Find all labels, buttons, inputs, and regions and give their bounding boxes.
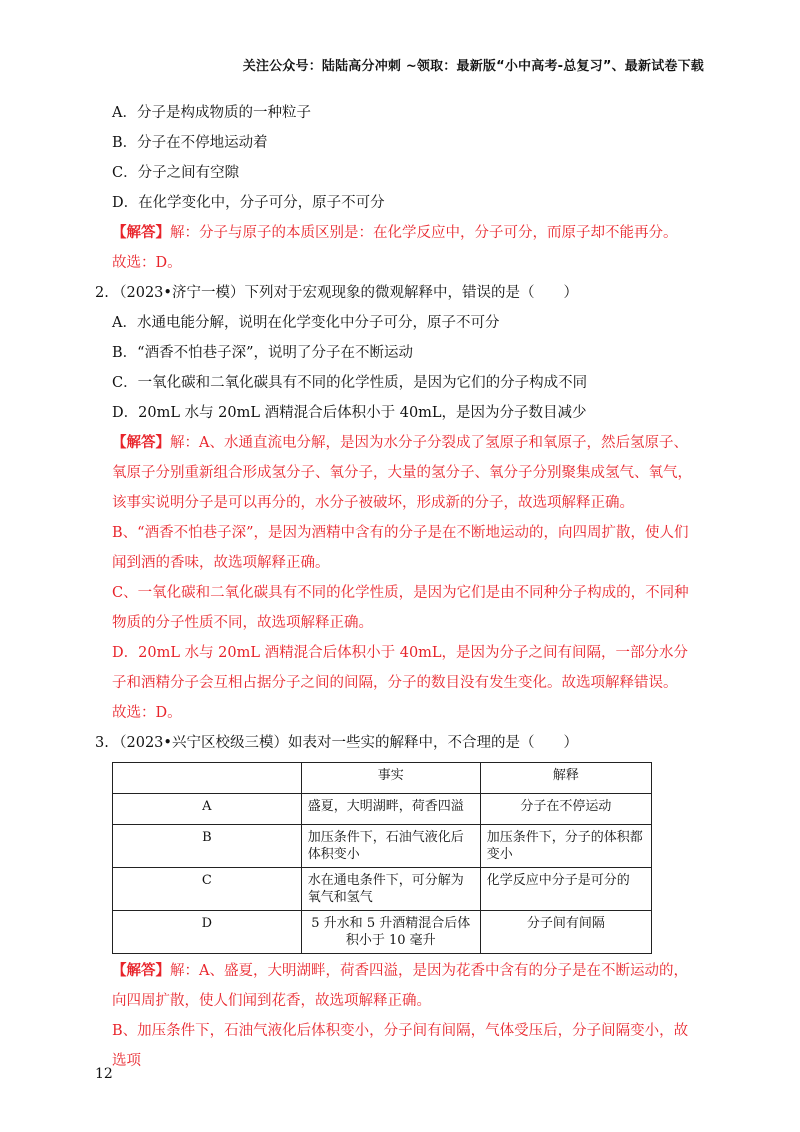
row-explanation: 分子在不停运动 — [480, 794, 651, 825]
q2-stem — [95, 278, 695, 308]
q2-option-d: D．20mL 水与 20mL 酒精混合后体积小于 40mL，是因为分子数目减少 — [112, 405, 587, 421]
q2-answer-c: C、一氧化碳和二氧化碳具有不同的化学性质，是因为它们是由不同种分子构成的，不同种物质的分子性质不同，故选项解释正确。 — [112, 585, 689, 631]
q2-number: 2. — [95, 285, 109, 301]
q3-number: 3. — [95, 735, 109, 751]
row-label: C — [113, 868, 302, 911]
page-header: 关注公众号：陆陆高分冲刺 ~领取：最新版“小中高考-总复习”、最新试卷下载 — [242, 59, 704, 74]
q2-stem-text: （2023•济宁一模）下列对于宏观现象的微观解释中，错误的是（ ） — [112, 285, 578, 301]
row-label: A — [113, 794, 302, 825]
row-fact: 盛夏，大明湖畔，荷香四溢 — [301, 794, 480, 825]
row-fact: 加压条件下，石油气液化后体积变小 — [301, 825, 480, 868]
table-header-explanation: 解释 — [480, 763, 651, 794]
q2-option-b: B．“酒香不怕巷子深”，说明了分子在不断运动 — [112, 345, 413, 361]
table-row — [113, 868, 652, 911]
q2-option-a: A．水通电能分解，说明在化学变化中分子可分，原子不可分 — [112, 315, 500, 331]
q2-option-c: C．一氧化碳和二氧化碳具有不同的化学性质，是因为它们的分子构成不同 — [112, 375, 588, 391]
q1-option-a: A．分子是构成物质的一种粒子 — [112, 105, 311, 121]
answer-tag: 【解答】 — [112, 224, 170, 241]
table-header-cell — [113, 763, 302, 794]
table-row — [113, 911, 652, 954]
table-header-fact: 事实 — [301, 763, 480, 794]
q1-answer-text: 解：分子与原子的本质区别是：在化学反应中，分子可分，而原子却不能再分。 — [170, 225, 678, 241]
q1-option-d: D．在化学变化中，分子可分，原子不可分 — [112, 195, 385, 211]
q2-answer-a — [95, 428, 695, 518]
q1-final-choice: 故选：D。 — [112, 255, 182, 271]
table-header-row — [113, 763, 652, 794]
q1-option-b: B．分子在不停地运动着 — [112, 135, 268, 151]
q2-final-choice: 故选：D。 — [112, 705, 182, 721]
facts-table — [112, 762, 652, 954]
row-explanation: 化学反应中分子是可分的 — [480, 868, 651, 911]
q2-answer-d: D．20mL 水与 20mL 酒精混合后体积小于 40mL，是因为分子之间有间隔，一部分水分子和酒精分子会互相占据分子之间的间隔，分子的数目没有发生变化。故选项解释错误。 — [112, 645, 689, 691]
q2-answer-a-text: 解：A、水通直流电分解，是因为水分子分裂成了氢原子和氧原子，然后氢原子、氧原子分别重新组合形成氢分子、氧分子，大量的氢分子、氧分子分别聚集成氢气、氧气，该事实说明分子是可以再分的，水分子被破坏，形成新的分子，故选项解释正确。 — [112, 435, 692, 511]
q3-stem-text: （2023•兴宁区校级三模）如表对一些实的解释中，不合理的是（ ） — [112, 735, 578, 751]
answer-tag: 【解答】 — [112, 962, 170, 979]
q2-answer-b: B、“酒香不怕巷子深”，是因为酒精中含有的分子是在不断地运动的，向四周扩散，使人们闻到酒的香味，故选项解释正确。 — [112, 525, 689, 571]
row-fact: 水在通电条件下，可分解为氧气和氢气 — [301, 868, 480, 911]
table-row — [113, 794, 652, 825]
row-explanation: 分子间有间隔 — [480, 911, 651, 954]
q3-stem — [95, 728, 695, 758]
answer-tag: 【解答】 — [112, 434, 170, 451]
q3-answer-b: B、加压条件下，石油气液化后体积变小，分子间有间隔，气体受压后，分子间隔变小，故选项 — [112, 1023, 689, 1069]
q1-option-c: C．分子之间有空隙 — [112, 165, 240, 181]
document-body — [95, 98, 695, 1076]
page-number: 12 — [95, 1066, 113, 1082]
q3-answer-a — [95, 956, 695, 1016]
row-label: D — [113, 911, 302, 954]
row-label: B — [113, 825, 302, 868]
row-fact: 5 升水和 5 升酒精混合后体积小于 10 毫升 — [301, 911, 480, 954]
row-explanation: 加压条件下，分子的体积都变小 — [480, 825, 651, 868]
q1-answer — [95, 218, 695, 248]
q3-answer-a-text: 解：A、盛夏，大明湖畔，荷香四溢，是因为花香中含有的分子是在不断运动的，向四周扩散，使人们闻到花香，故选项解释正确。 — [112, 963, 688, 1009]
table-row — [113, 825, 652, 868]
